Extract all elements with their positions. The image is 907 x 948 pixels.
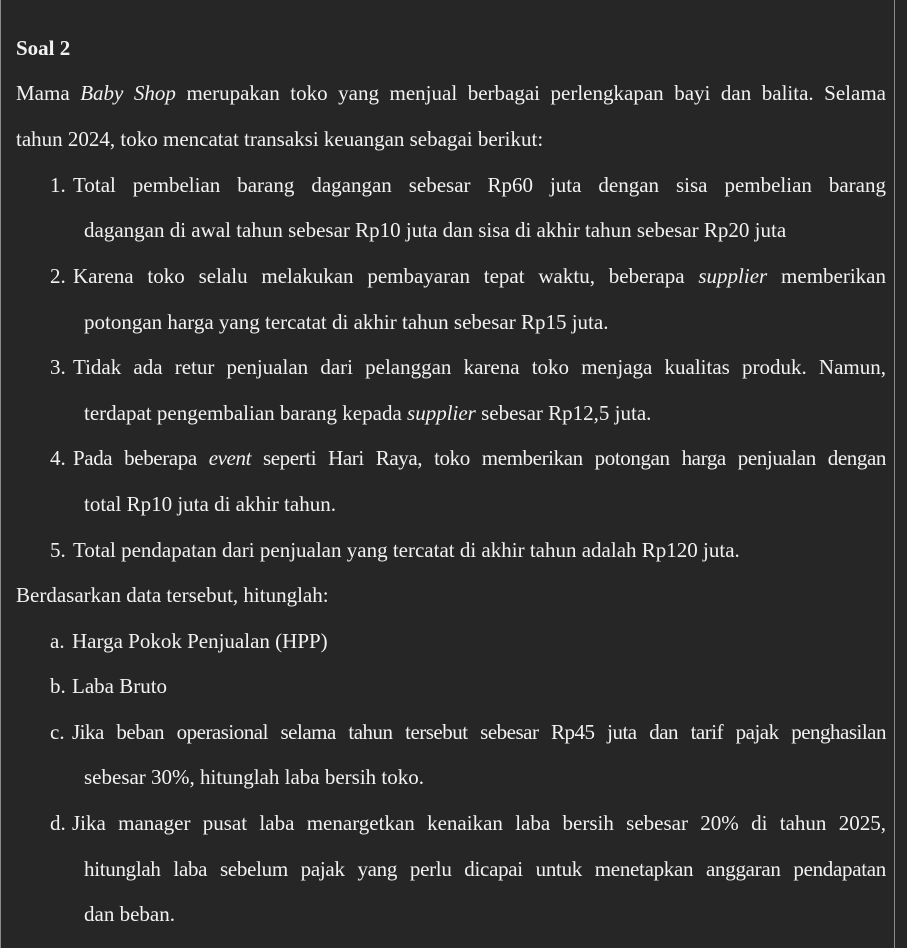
item-4-line-1: Pada beberapa event seperti Hari Raya, toko memberikan potongan harga penjualan dengan (73, 446, 887, 470)
question-c-line-1: Jika beban operasional selama tahun tersebut sebesar Rp45 juta dan tarif pajak penghasilan (72, 720, 886, 744)
intro-line-2: tahun 2024, toko mencatat transaksi keuangan sebagai berikut: (16, 127, 544, 151)
question-letter: d. (50, 811, 66, 835)
question-c-line-2: sebesar 30%, hitunglah laba bersih toko. (84, 765, 424, 789)
item-2-line-1: Karena toko selalu melakukan pembayaran tepat waktu, beberapa supplier memberikan (73, 264, 886, 288)
question-prompt: Berdasarkan data tersebut, hitunglah: (16, 583, 329, 607)
question-a-text: Harga Pokok Penjualan (HPP) (72, 629, 328, 653)
question-b-text: Laba Bruto (72, 674, 168, 698)
item-4-line-2: total Rp10 juta di akhir tahun. (84, 492, 336, 516)
question-letter: a. (50, 629, 65, 653)
item-1-line-1: Total pembelian barang dagangan sebesar Rp60 juta dengan sisa pembelian barang (73, 173, 886, 197)
item-2-line-2: potongan harga yang tercatat di akhir tahun sebesar Rp15 juta. (84, 310, 609, 334)
question-letter: b. (50, 674, 66, 698)
item-number: 3. (50, 355, 66, 379)
item-number: 2. (50, 264, 66, 288)
item-5-line-1: Total pendapatan dari penjualan yang tercatat di akhir tahun adalah Rp120 juta. (73, 538, 740, 562)
question-d-line-2: hitunglah laba sebelum pajak yang perlu dicapai untuk menetapkan anggaran pendapatan (84, 857, 886, 881)
question-d-line-3: dan beban. (84, 902, 175, 926)
item-number: 5. (50, 538, 66, 562)
brand-name: Baby Shop (80, 81, 176, 105)
intro-line-1: Mama Baby Shop merupakan toko yang menjual berbagai perlengkapan bayi dan balita. Selama (16, 81, 886, 105)
question-d-line-1: Jika manager pusat laba menargetkan kenaikan laba bersih sebesar 20% di tahun 2025, (72, 811, 886, 835)
page-title: Soal 2 (16, 36, 71, 60)
item-3-line-2: terdapat pengembalian barang kepada supplier sebesar Rp12,5 juta. (84, 401, 652, 425)
item-1-line-2: dagangan di awal tahun sebesar Rp10 juta dan sisa di akhir tahun sebesar Rp20 juta (84, 218, 787, 242)
item-number: 4. (50, 446, 66, 470)
question-letter: c. (50, 720, 65, 744)
item-3-line-1: Tidak ada retur penjualan dari pelanggan karena toko menjaga kualitas produk. Namun, (73, 355, 886, 379)
item-number: 1. (50, 173, 66, 197)
